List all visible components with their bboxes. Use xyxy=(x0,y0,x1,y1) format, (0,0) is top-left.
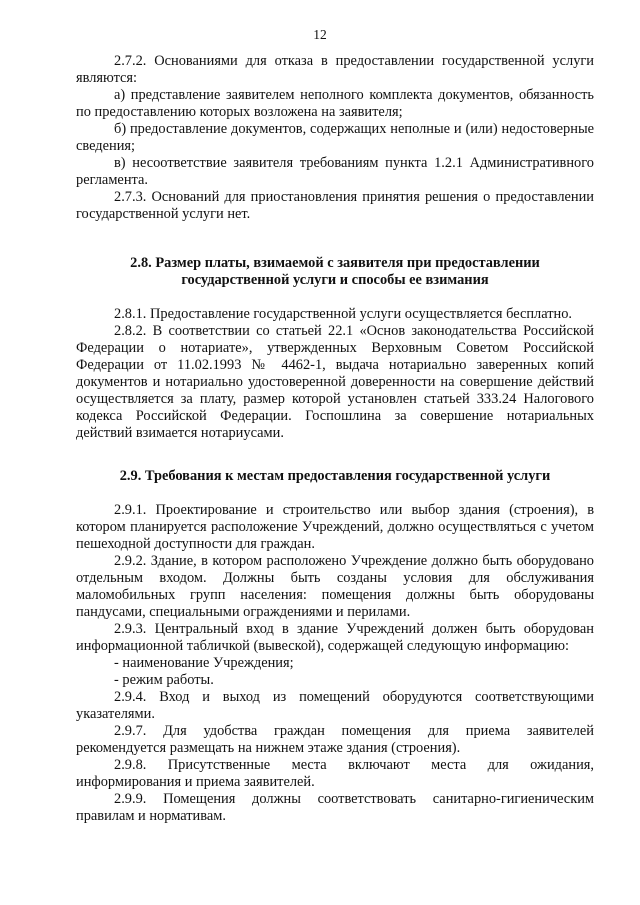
section-spacer xyxy=(76,223,594,255)
page-number: 12 xyxy=(313,27,327,42)
section-spacer xyxy=(76,485,594,502)
paragraph-2-9-4: 2.9.4. Вход и выход из помещений оборудуются соответствующими указателями. xyxy=(76,689,594,722)
paragraph-2-8-2: 2.8.2. В соответствии со статьей 22.1 «Основ законодательства Российской Федерации о нотариате», утвержденных Верховным Советом Российской Федерации от 11.02.1993 № 4462-1, выдача нотариально заверенных копий документов и нотариально удостоверенной доверенности на совершение действий осуществляется за плату, размер которой установлен статьей 333.24 Налогового кодекса Российской Федерации. Госпошлина за совершение нотариальных действий взимается нотариусами. xyxy=(76,323,594,441)
section-spacer xyxy=(76,442,594,468)
document-body xyxy=(76,53,594,825)
section-heading-2-9: 2.9. Требования к местам предоставления государственной услуги xyxy=(119,468,551,484)
paragraph-2-7-2-b: б) предоставление документов, содержащих неполные и (или) недостоверные сведения; xyxy=(76,121,594,154)
paragraph-2-7-2-a: а) представление заявителем неполного комплекта документов, обязанность по предоставлению которых возложена на заявителя; xyxy=(76,87,594,120)
paragraph-2-9-7: 2.9.7. Для удобства граждан помещения для приема заявителей рекомендуется размещать на нижнем этаже здания (строения). xyxy=(76,723,594,756)
list-item-work-schedule: - режим работы. xyxy=(114,672,214,688)
paragraph-2-7-2: 2.7.2. Основаниями для отказа в предоставлении государственной услуги являются: xyxy=(76,53,594,86)
paragraph-2-8-1: 2.8.1. Предоставление государственной услуги осуществляется бесплатно. xyxy=(114,306,573,322)
paragraph-2-7-2-v: в) несоответствие заявителя требованиям пункта 1.2.1 Административного регламента. xyxy=(76,155,594,188)
paragraph-2-9-3: 2.9.3. Центральный вход в здание Учреждений должен быть оборудован информационной табличкой (вывеской), содержащей следующую информацию: xyxy=(76,621,594,654)
list-item-institution-name: - наименование Учреждения; xyxy=(114,655,294,671)
section-heading-2-8-line2: государственной услуги и способы ее взимания xyxy=(181,272,489,288)
section-heading-2-8 xyxy=(76,255,594,289)
paragraph-2-7-3: 2.7.3. Оснований для приостановления принятия решения о предоставлении государственной услуги нет. xyxy=(76,189,594,222)
paragraph-2-9-2: 2.9.2. Здание, в котором расположено Учреждение должно быть оборудовано отдельным входом. Должны быть созданы условия для обслуживания маломобильных групп населения: помещения должны быть оборудованы пандусами, специальными ограждениями и перилами. xyxy=(76,553,594,620)
section-heading-2-8-line1: 2.8. Размер платы, взимаемой с заявителя при предоставлении xyxy=(130,255,540,271)
section-spacer xyxy=(76,289,594,306)
paragraph-2-9-1: 2.9.1. Проектирование и строительство или выбор здания (строения), в котором планируется расположение Учреждений, должно осуществляться с учетом пешеходной доступности для граждан. xyxy=(76,502,594,552)
paragraph-2-9-8: 2.9.8. Присутственные места включают места для ожидания, информирования и приема заявителей. xyxy=(76,757,594,790)
paragraph-2-9-9: 2.9.9. Помещения должны соответствовать санитарно-гигиеническим правилам и нормативам. xyxy=(76,791,594,824)
